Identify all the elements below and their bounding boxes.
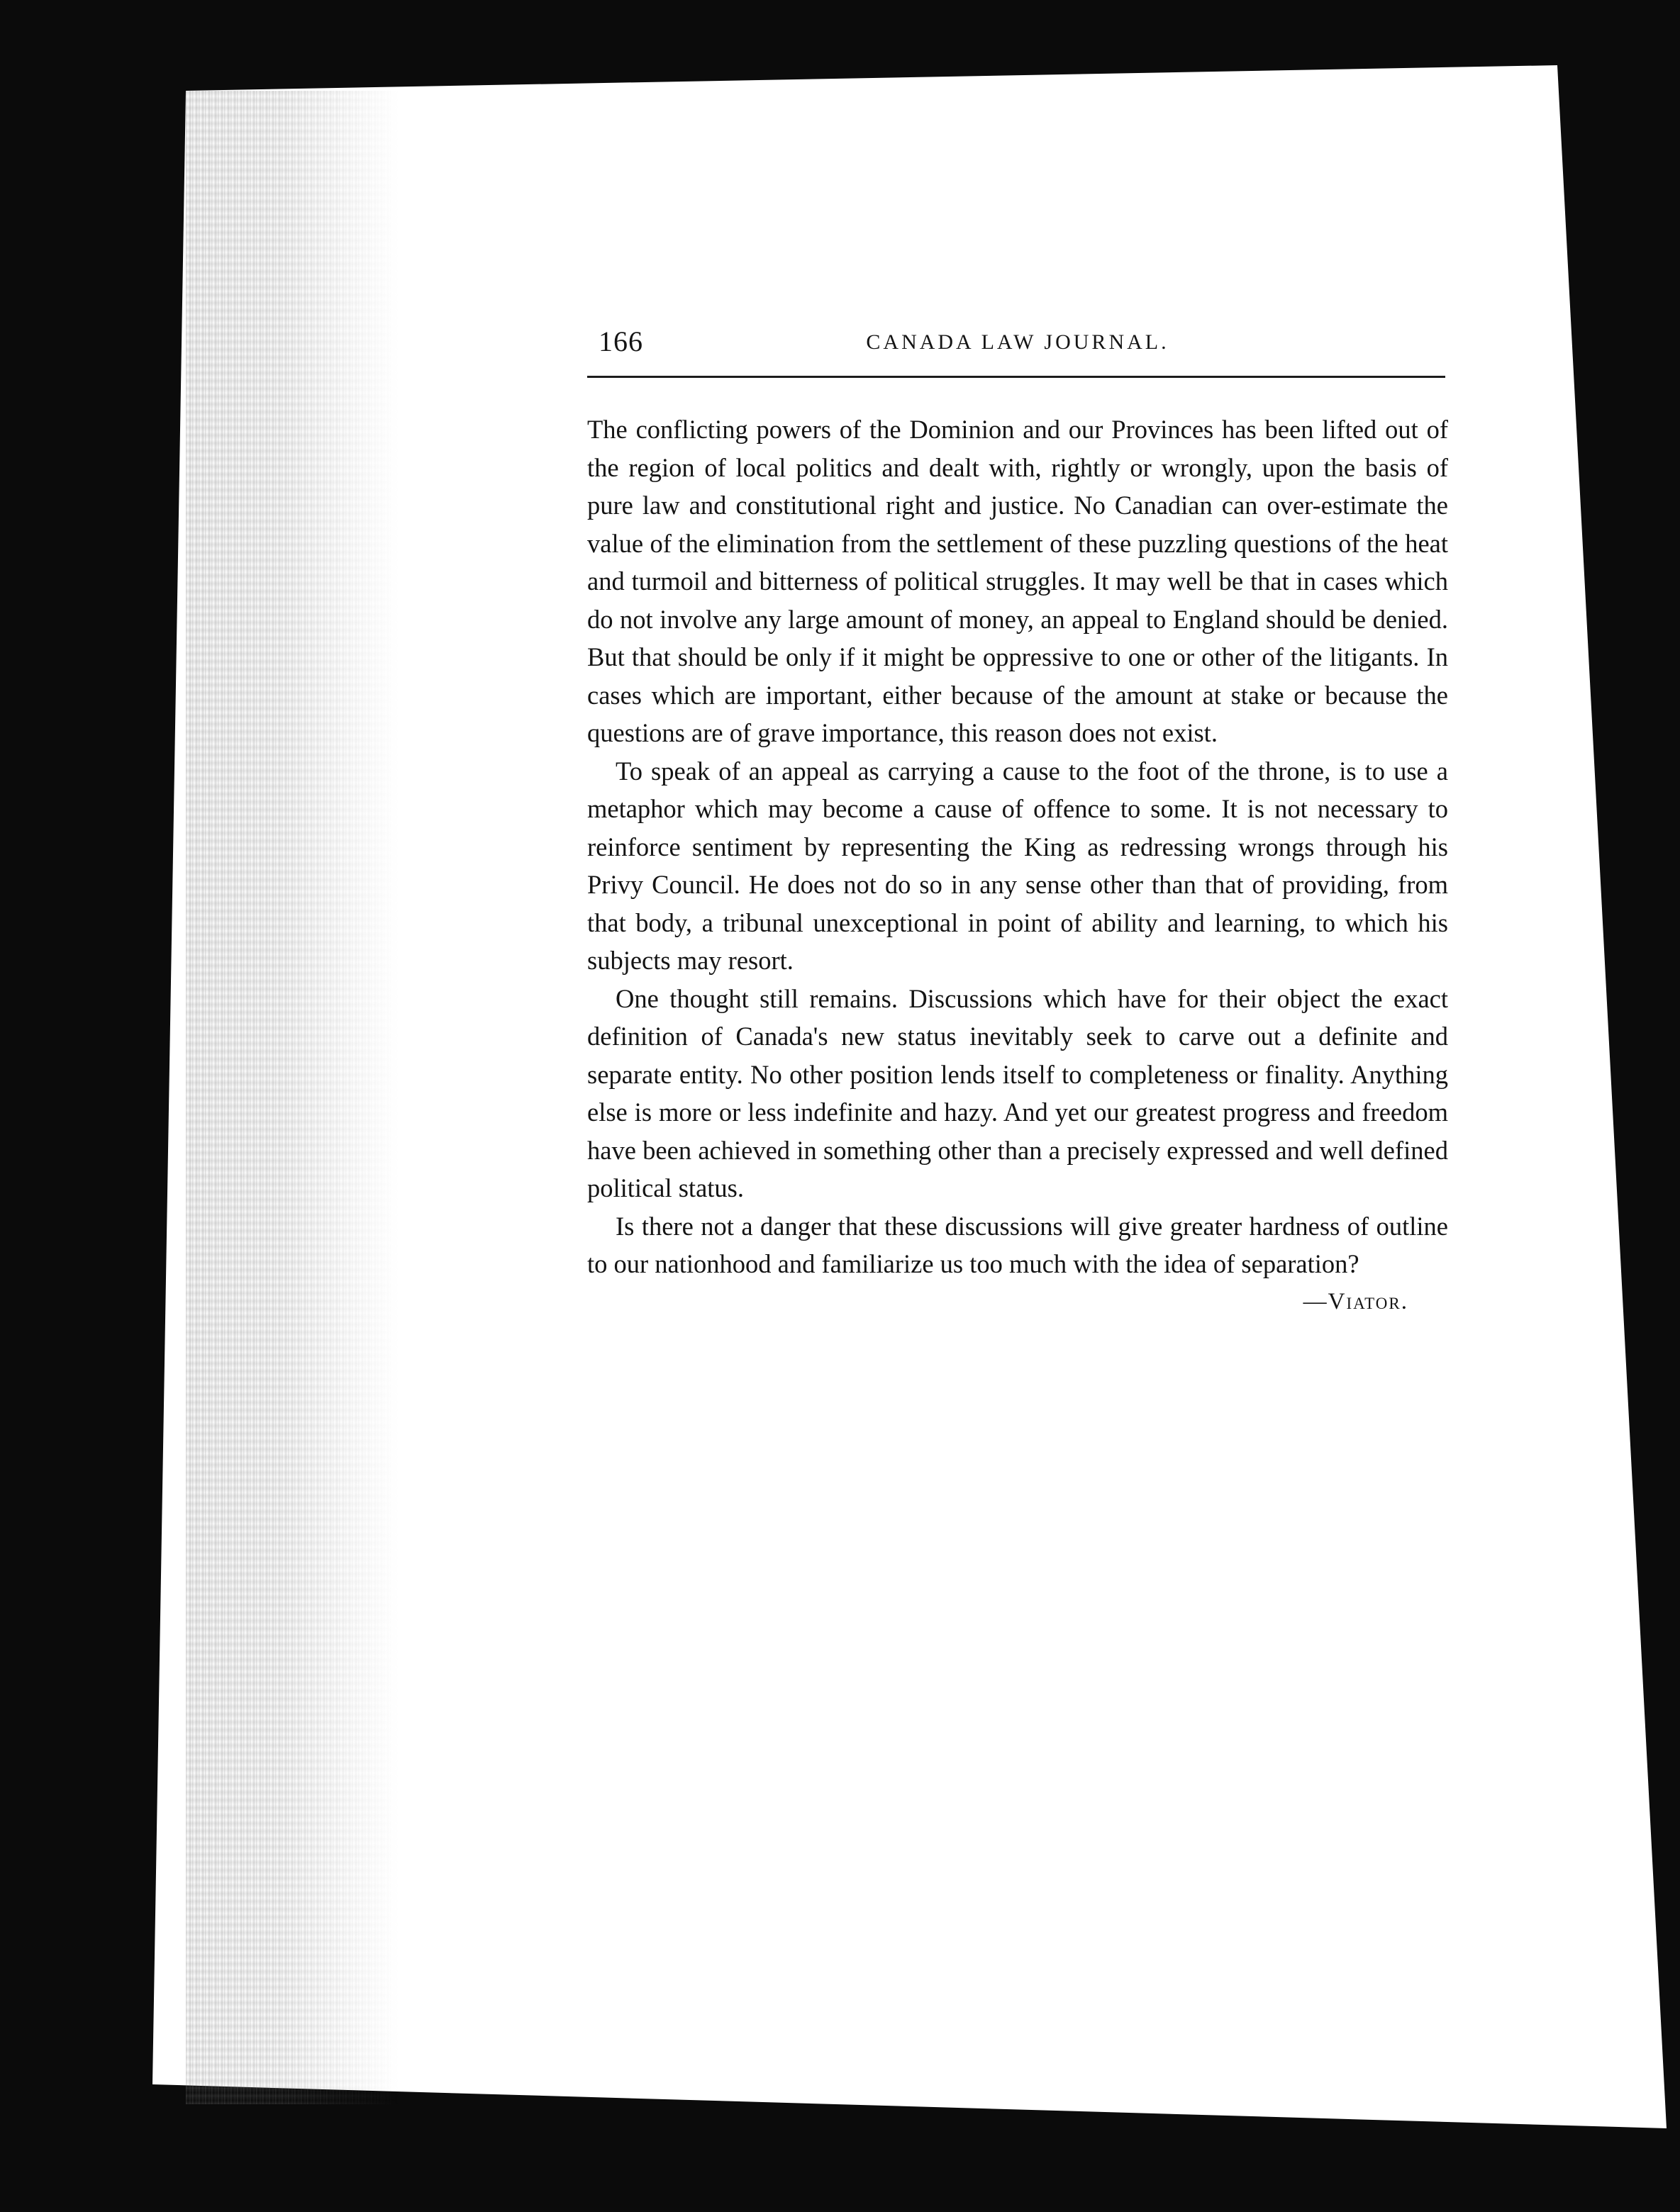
article-body — [587, 410, 1448, 1283]
paragraph-2: To speak of an appeal as carrying a cause to the foot of the throne, is to use a metaphor which may become a cause of offence to some. It is not necessary to reinforce sentiment by representing the King as redressing wrongs through his Privy Council. He does not do so in any sense other than that of providing, from that body, a tribunal unexceptional in point of ability and learning, to which his subjects may resort. — [587, 756, 1448, 975]
binding-gutter-shadow — [186, 91, 399, 2104]
header-rule — [587, 376, 1445, 378]
journal-title: CANADA LAW JOURNAL. — [866, 330, 1169, 354]
page-content — [587, 320, 1448, 1321]
paragraph-4: Is there not a danger that these discussions will give greater hardness of outline to our nationhood and familiarize us too much with the idea of separation? — [587, 1211, 1448, 1278]
paragraph-1: The conflicting powers of the Dominion and our Provinces has been lifted out of the region of local politics and dealt with, rightly or wrongly, upon the basis of pure law and constitutional right and justice. No Canadian can over-estimate the value of the elimination from the settlement of these puzzling questions of the heat and turmoil and bitterness of political struggles. It may well be that in cases which do not involve any large amount of money, an appeal to England should be denied. But that should be only if it might be oppressive to one or other of the litigants. In cases which are important, either because of the amount at stake or because the questions are of grave importance, this reason does not exist. — [587, 415, 1448, 747]
paragraph-3: One thought still remains. Discussions which have for their object the exact definition of Canada's new status inevitably seek to carve out a definite and separate entity. No other position lends itself to completeness or finality. Anything else is more or less indefinite and hazy. And yet our greatest progress and freedom have been achieved in something other than a precisely expressed and well defined political status. — [587, 983, 1448, 1202]
running-head — [587, 320, 1448, 364]
page-number: 166 — [599, 325, 643, 357]
author-signature: —Viator. — [1303, 1288, 1408, 1314]
